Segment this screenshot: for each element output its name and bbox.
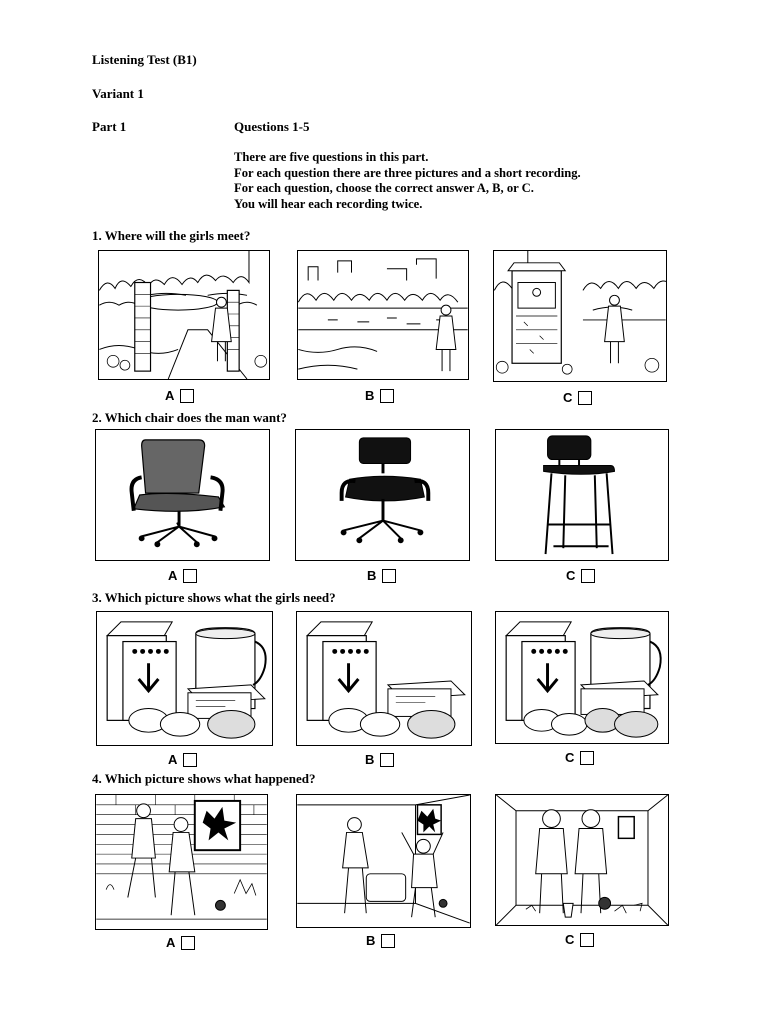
part-label: Part 1: [92, 119, 127, 134]
q4-picture-c: [495, 794, 669, 926]
answer-checkbox[interactable]: [181, 936, 195, 950]
answer-checkbox[interactable]: [380, 389, 394, 403]
answer-checkbox[interactable]: [180, 389, 194, 403]
answer-checkbox[interactable]: [183, 753, 197, 767]
option-letter: A: [166, 935, 176, 950]
question-2-text: 2. Which chair does the man want?: [92, 410, 287, 425]
instruction-line: For each question there are three pictures and a short recording.: [234, 165, 581, 180]
q2-picture-c: [495, 429, 669, 561]
option-letter: B: [367, 568, 377, 583]
q1-option-b[interactable]: [365, 388, 394, 403]
q2-picture-b: [295, 429, 470, 561]
q1-picture-c: [493, 250, 667, 382]
q3-option-c[interactable]: [565, 750, 594, 765]
option-letter: B: [365, 388, 375, 403]
instruction-line: For each question, choose the correct answer A, B, or C.: [234, 181, 534, 195]
variant-label: Variant 1: [92, 86, 144, 101]
question-4-text: 4. Which picture shows what happened?: [92, 771, 316, 786]
q3-picture-b: [296, 611, 472, 746]
q3-option-b[interactable]: [365, 752, 394, 767]
option-letter: B: [365, 752, 375, 767]
instruction-line: There are five questions in this part.: [234, 150, 429, 164]
q2-picture-a: [95, 429, 270, 561]
q1-option-a[interactable]: [165, 388, 194, 403]
question-1-text: 1. Where will the girls meet?: [92, 228, 251, 243]
option-letter: A: [165, 388, 175, 403]
option-letter: C: [563, 390, 573, 405]
answer-checkbox[interactable]: [382, 569, 396, 583]
q4-option-c[interactable]: [565, 932, 594, 947]
q2-option-a[interactable]: [168, 568, 197, 583]
q3-picture-c: [495, 611, 669, 744]
answer-checkbox[interactable]: [578, 391, 592, 405]
answer-checkbox[interactable]: [580, 751, 594, 765]
answer-checkbox[interactable]: [380, 753, 394, 767]
option-letter: C: [565, 932, 575, 947]
questions-range: Questions 1-5: [234, 119, 310, 134]
q3-option-a[interactable]: [168, 752, 197, 767]
option-letter: C: [565, 750, 575, 765]
option-letter: C: [566, 568, 576, 583]
q2-option-c[interactable]: [566, 568, 595, 583]
answer-checkbox[interactable]: [580, 933, 594, 947]
q1-option-c[interactable]: [563, 390, 592, 405]
q4-option-a[interactable]: [166, 935, 195, 950]
q4-picture-b: [296, 794, 471, 928]
answer-checkbox[interactable]: [581, 569, 595, 583]
q1-picture-b: [297, 250, 469, 380]
q3-picture-a: [96, 611, 273, 746]
option-letter: A: [168, 568, 178, 583]
q2-option-b[interactable]: [367, 568, 396, 583]
q4-option-b[interactable]: [366, 933, 395, 948]
q4-picture-a: [95, 794, 268, 930]
answer-checkbox[interactable]: [183, 569, 197, 583]
answer-checkbox[interactable]: [381, 934, 395, 948]
test-title: Listening Test (B1): [92, 52, 197, 67]
q1-picture-a: [98, 250, 270, 380]
instructions: [234, 150, 581, 212]
instruction-line: You will hear each recording twice.: [234, 196, 423, 211]
option-letter: A: [168, 752, 178, 767]
option-letter: B: [366, 933, 376, 948]
question-3-text: 3. Which picture shows what the girls need?: [92, 590, 336, 605]
